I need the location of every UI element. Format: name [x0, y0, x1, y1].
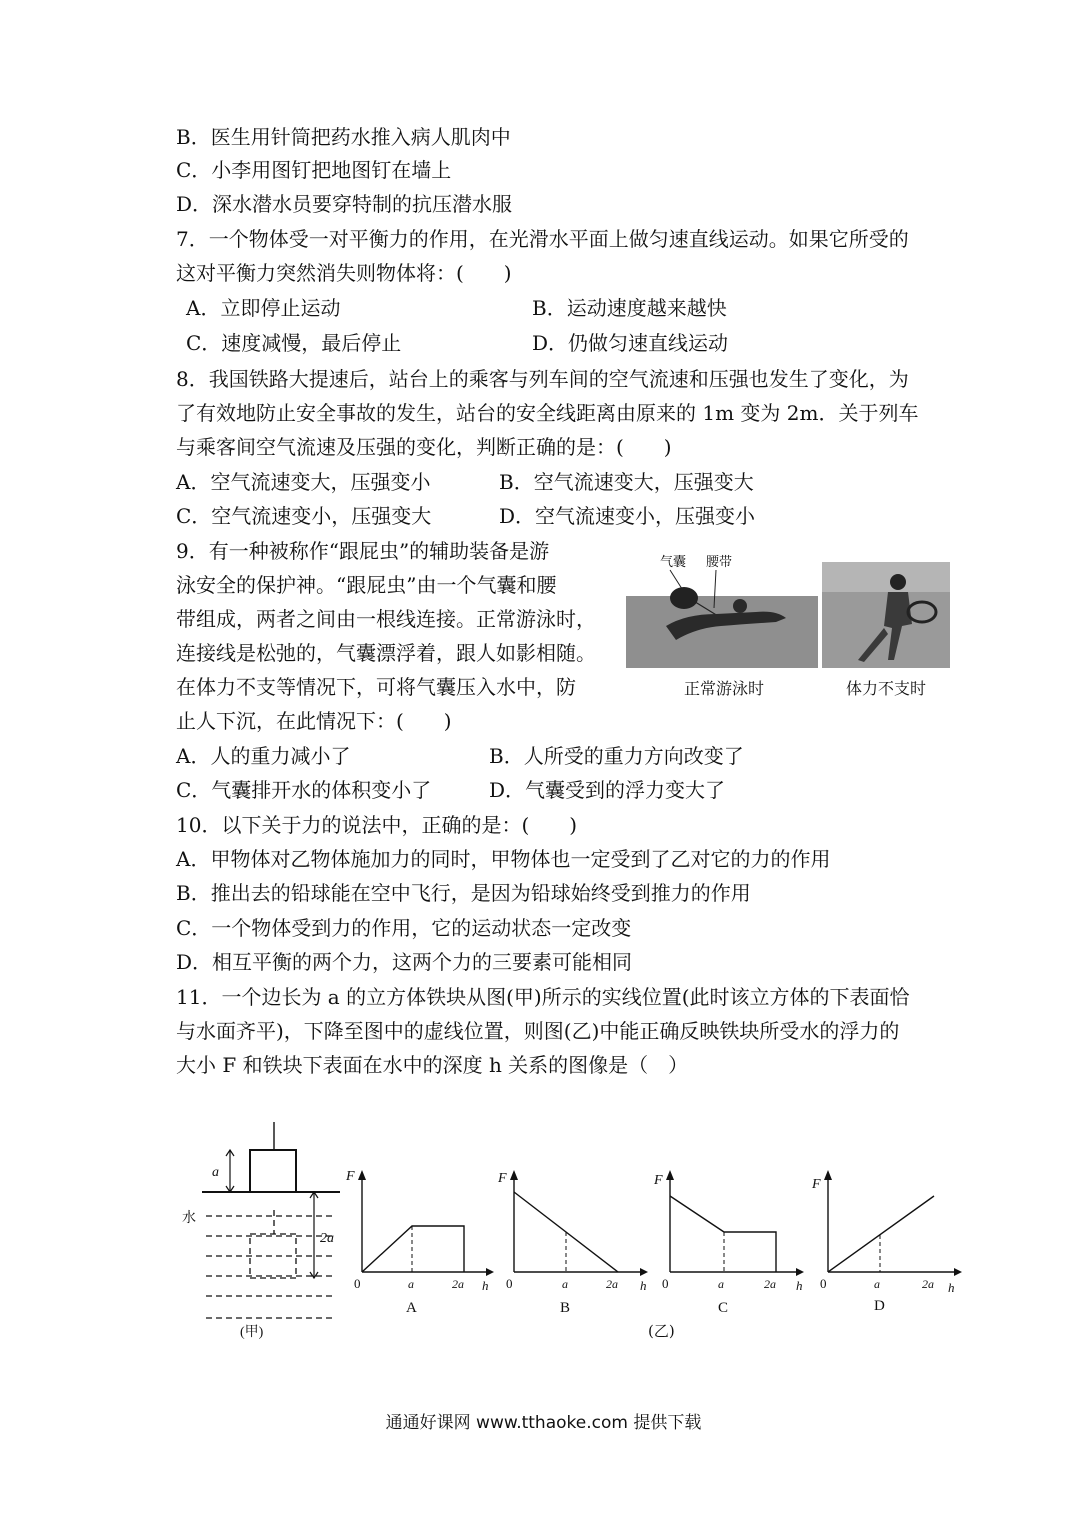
- q8-option-b: B．空气流速变大，压强变大: [499, 470, 754, 494]
- q9-caption-left: 正常游泳时: [684, 679, 765, 698]
- q9-caption-right: 体力不支时: [846, 679, 927, 698]
- graph-a-f-label: F: [346, 1169, 355, 1184]
- graph-d-origin: 0: [820, 1276, 827, 1291]
- graph-c-curve: [670, 1196, 776, 1272]
- q6-option-d: D．深水潜水员要穿特制的抗压潜水服: [176, 192, 513, 216]
- graph-a: [342, 1160, 500, 1320]
- airbag-icon: [670, 587, 698, 609]
- q8-stem-line2: 了有效地防止安全事故的发生，站台的安全线距离由原来的 1m 变为 2m．关于列车: [176, 401, 919, 425]
- graph-a-curve: [362, 1226, 464, 1272]
- q10-option-d: D．相互平衡的两个力，这两个力的三要素可能相同: [176, 950, 633, 974]
- q11-figure-jia: [180, 1118, 350, 1343]
- q9-option-d: D．气囊受到的浮力变大了: [489, 778, 726, 802]
- q11-stem-line2: 与水面齐平)，下降至图中的虚线位置，则图(乙)中能正确反映铁块所受水的浮力的: [176, 1019, 900, 1043]
- graph-d-tick-a: a: [874, 1277, 880, 1291]
- label-water: 水: [182, 1211, 196, 1226]
- label-a: a: [212, 1165, 219, 1180]
- q9-stem-line3: 带组成，两者之间由一根线连接。正常游泳时，: [176, 607, 596, 631]
- caption-yi: (乙): [648, 1322, 675, 1340]
- q7-stem-line2: 这对平衡力突然消失则物体将：( ): [176, 261, 512, 285]
- q7-option-d: D．仍做匀速直线运动: [532, 331, 729, 355]
- q7-option-b: B．运动速度越来越快: [532, 296, 727, 320]
- q9-option-a: A．人的重力减小了: [176, 744, 351, 768]
- cube-solid: [250, 1150, 296, 1192]
- graph-d-name: D: [874, 1298, 885, 1314]
- graph-a-origin: 0: [354, 1276, 361, 1291]
- graph-a-tick-a: a: [408, 1277, 414, 1291]
- label-2a: 2a: [320, 1231, 334, 1246]
- q9-stem-line6: 止人下沉，在此情况下：( ): [176, 709, 452, 733]
- q9-option-c: C．气囊排开水的体积变小了: [176, 778, 432, 802]
- graph-b-tick-2a: 2a: [606, 1277, 618, 1291]
- q11-stem-line3: 大小 F 和铁块下表面在水中的深度 h 关系的图像是（ ）: [176, 1053, 689, 1077]
- q9-figure: [626, 548, 950, 672]
- q8-stem-line1: 8．我国铁路大提速后，站台上的乘客与列车间的空气流速和压强也发生了变化，为: [176, 367, 909, 391]
- graph-b-origin: 0: [506, 1276, 513, 1291]
- graph-c-f-label: F: [654, 1173, 663, 1188]
- graph-a-h-label: h: [482, 1278, 489, 1293]
- q8-option-a: A．空气流速变大，压强变小: [176, 470, 431, 494]
- q10-option-b: B．推出去的铅球能在空中飞行，是因为铅球始终受到推力的作用: [176, 881, 751, 905]
- page-footer: 通通好课网 www.tthaoke.com 提供下载: [385, 1413, 702, 1433]
- q7-option-c: C．速度减慢，最后停止: [186, 331, 402, 355]
- q9-option-b: B．人所受的重力方向改变了: [489, 744, 744, 768]
- q9-stem-line2: 泳安全的保护神。“跟屁虫”由一个气囊和腰: [176, 573, 557, 597]
- graph-c-tick-a: a: [718, 1277, 724, 1291]
- graph-c-tick-2a: 2a: [764, 1277, 776, 1291]
- q7-option-a: A．立即停止运动: [186, 296, 341, 320]
- belt-label: 腰带: [706, 554, 733, 569]
- q9-stem-line4: 连接线是松弛的，气囊漂浮着，跟人如影相随。: [176, 641, 596, 665]
- q10-option-a: A．甲物体对乙物体施加力的同时，甲物体也一定受到了乙对它的力的作用: [176, 847, 831, 871]
- q10-stem: 10．以下关于力的说法中，正确的是：( ): [176, 813, 578, 837]
- q8-option-c: C．空气流速变小，压强变大: [176, 504, 432, 528]
- graph-c-origin: 0: [662, 1276, 669, 1291]
- graph-d-h-label: h: [948, 1280, 955, 1295]
- graph-c: [650, 1160, 810, 1320]
- q11-stem-line1: 11．一个边长为 a 的立方体铁块从图(甲)所示的实线位置(此时该立方体的下表面恰: [176, 985, 910, 1009]
- water-left: [626, 596, 818, 668]
- graph-a-tick-2a: 2a: [452, 1277, 464, 1291]
- q8-option-d: D．空气流速变小，压强变小: [499, 504, 756, 528]
- q6-option-c: C．小李用图钉把地图钉在墙上: [176, 158, 452, 182]
- q10-option-c: C．一个物体受到力的作用，它的运动状态一定改变: [176, 916, 632, 940]
- graph-a-name: A: [406, 1300, 417, 1316]
- graph-b-f-label: F: [498, 1171, 507, 1186]
- q9-stem-line5: 在体力不支等情况下，可将气囊压入水中，防: [176, 675, 576, 699]
- airbag-label: 气囊: [660, 554, 687, 569]
- q8-stem-line3: 与乘客间空气流速及压强的变化，判断正确的是：( ): [176, 435, 672, 459]
- graph-b-h-label: h: [640, 1278, 647, 1293]
- graph-b: [494, 1160, 654, 1320]
- graph-d-tick-2a: 2a: [922, 1277, 934, 1291]
- caption-jia: (甲): [240, 1325, 264, 1340]
- graph-d-curve: [828, 1196, 934, 1272]
- q6-option-b: B．医生用针筒把药水推入病人肌肉中: [176, 125, 511, 149]
- graph-b-name: B: [560, 1300, 571, 1316]
- q7-stem-line1: 7．一个物体受一对平衡力的作用，在光滑水平面上做匀速直线运动。如果它所受的: [176, 227, 909, 251]
- graph-d-f-label: F: [812, 1177, 821, 1192]
- graph-b-tick-a: a: [562, 1277, 568, 1291]
- q9-stem-line1: 9．有一种被称作“跟屁虫”的辅助装备是游: [176, 539, 550, 563]
- graph-d: [808, 1160, 968, 1320]
- graph-c-name: C: [718, 1300, 729, 1316]
- graph-c-h-label: h: [796, 1278, 803, 1293]
